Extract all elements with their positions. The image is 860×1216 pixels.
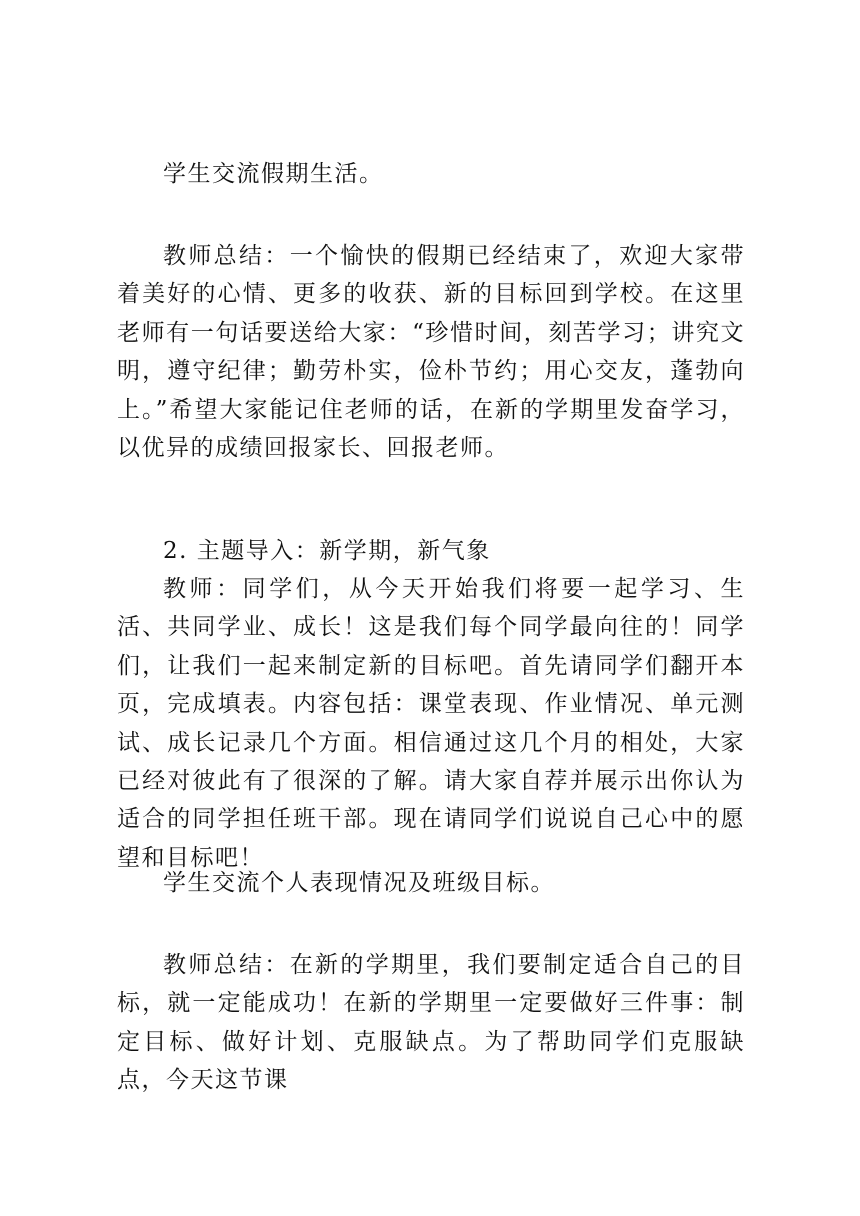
paragraph-teacher-new-semester: 教师：同学们，从今天开始我们将要一起学习、生活、共同学业、成长！这是我们每个同学最向往的！同学们，让我们一起来制定新的目标吧。首先请同学们翻开本页，完成填表。内容包括：课堂表现、作业情况、单元测试、成长记录几个方面。相信通过这几个月的相处，大家已经对彼此有了很深的了解。请大家自荐并展示出你认为适合的同学担任班干部。现在请同学们说说自己心中的愿望和目标吧！ bbox=[117, 576, 745, 871]
paragraph-teacher-summary-holiday: 教师总结：一个愉快的假期已经结束了，欢迎大家带着美好的心情、更多的收获、新的目标回到学校。在这里老师有一句话要送给大家：“珍惜时间，刻苦学习；讲究文明，遵守纪律；勤劳朴实，俭朴节约；用心交友，蓬勃向上。”希望大家能记住老师的话，在新的学期里发奋学习，以优异的成绩回报家长、回报老师。 bbox=[117, 243, 745, 462]
paragraph-teacher-summary-goals: 教师总结：在新的学期里，我们要制定适合自己的目标，就一定能成功！在新的学期里一定要做好三件事：制定目标、做好计划、克服缺点。为了帮助同学们克服缺点，今天这节课 bbox=[117, 952, 745, 1094]
paragraph-student-exchange-holiday: 学生交流假期生活。 bbox=[163, 161, 384, 187]
section-heading-topic-intro: 2. 主题导入：新学期，新气象 bbox=[163, 538, 491, 564]
paragraph-student-exchange-goals: 学生交流个人表现情况及班级目标。 bbox=[163, 870, 555, 896]
